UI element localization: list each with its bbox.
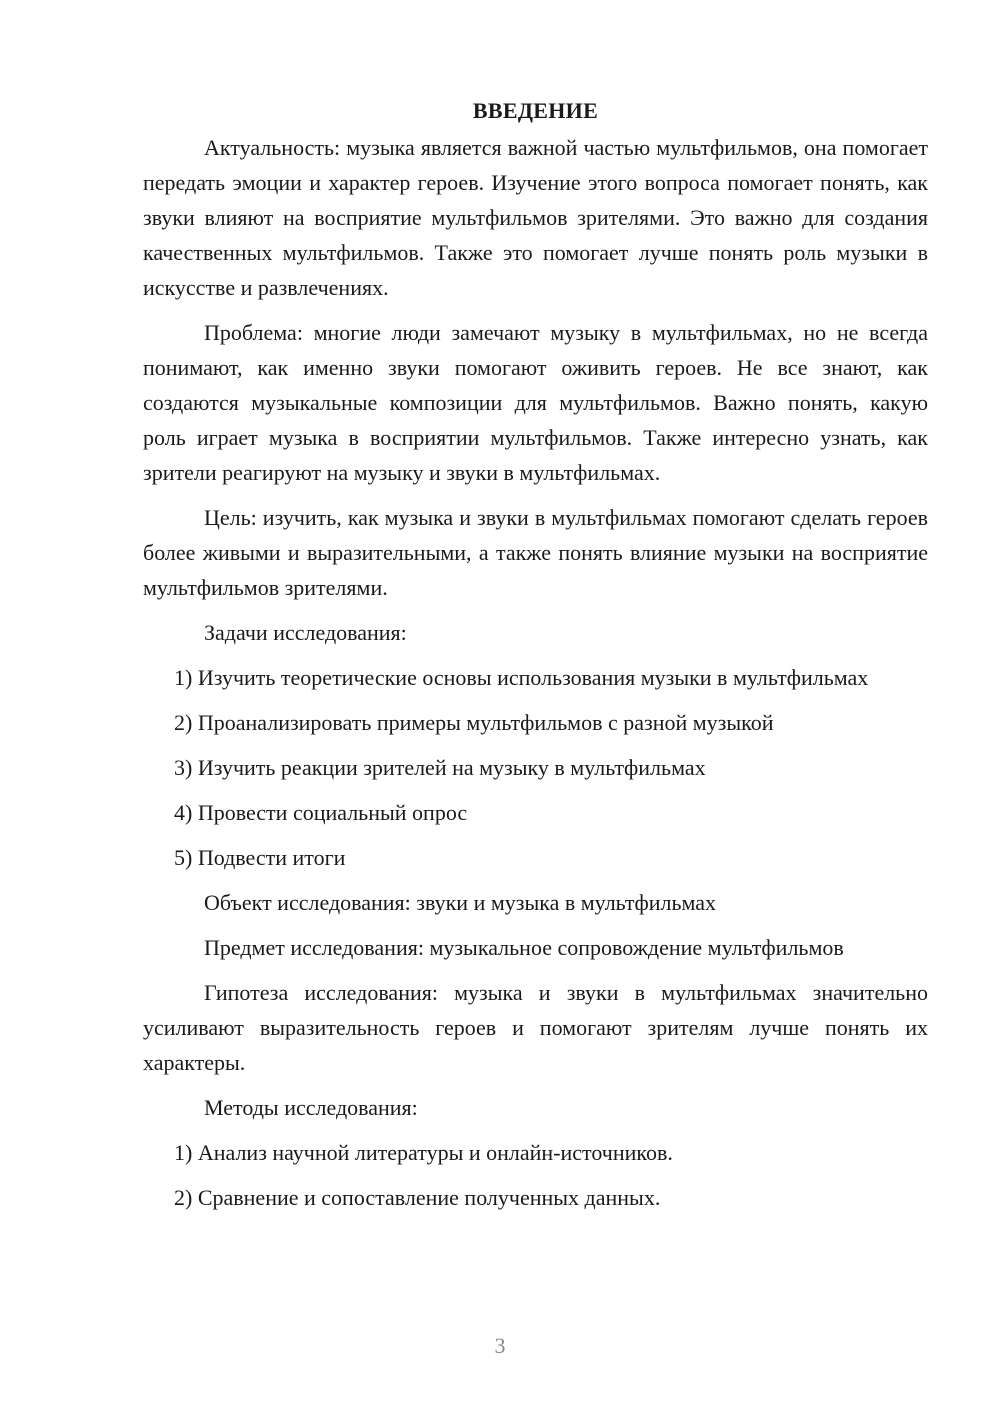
research-subject: Предмет исследования: музыкальное сопровождение мультфильмов (204, 935, 844, 960)
section-title: ВВЕДЕНИЕ (472, 98, 599, 123)
document-page (143, 96, 928, 1225)
method-item: 1) Анализ научной литературы и онлайн-источников. (174, 1140, 673, 1165)
research-object: Объект исследования: звуки и музыка в мультфильмах (204, 890, 717, 915)
method-item: 2) Сравнение и сопоставление полученных данных. (174, 1185, 661, 1210)
task-item: 2) Проанализировать примеры мультфильмов с разной музыкой (174, 710, 774, 735)
research-hypothesis: Гипотеза исследования: музыка и звуки в мультфильмах значительно усиливают выразительность героев и помогают зрителям лучше понять их характеры. (143, 980, 928, 1075)
task-item: 1) Изучить теоретические основы использования музыки в мультфильмах (174, 665, 869, 690)
problem-paragraph: Проблема: многие люди замечают музыку в мультфильмах, но не всегда понимают, как именно звуки помогают оживить героев. Не все знают, как создаются музыкальные композиции для мультфильмов. Важно понять, какую роль играет музыка в восприятии мультфильмов. Также интересно узнать, как зрители реагируют на музыку и звуки в мультфильмах. (143, 320, 928, 485)
page-number: 3 (494, 1333, 506, 1358)
tasks-heading: Задачи исследования: (204, 620, 407, 645)
task-item: 4) Провести социальный опрос (174, 800, 468, 825)
methods-heading: Методы исследования: (204, 1095, 418, 1120)
goal-paragraph: Цель: изучить, как музыка и звуки в мультфильмах помогают сделать героев более живыми и выразительными, а также понять влияние музыки на восприятие мультфильмов зрителями. (143, 505, 928, 600)
task-item: 5) Подвести итоги (174, 845, 346, 870)
task-item: 3) Изучить реакции зрителей на музыку в мультфильмах (174, 755, 706, 780)
relevance-paragraph: Актуальность: музыка является важной частью мультфильмов, она помогает передать эмоции и характер героев. Изучение этого вопроса помогает понять, как звуки влияют на восприятие мультфильмов зрителями. Это важно для создания качественных мультфильмов. Также это помогает лучше понять роль музыки в искусстве и развлечениях. (143, 135, 928, 300)
